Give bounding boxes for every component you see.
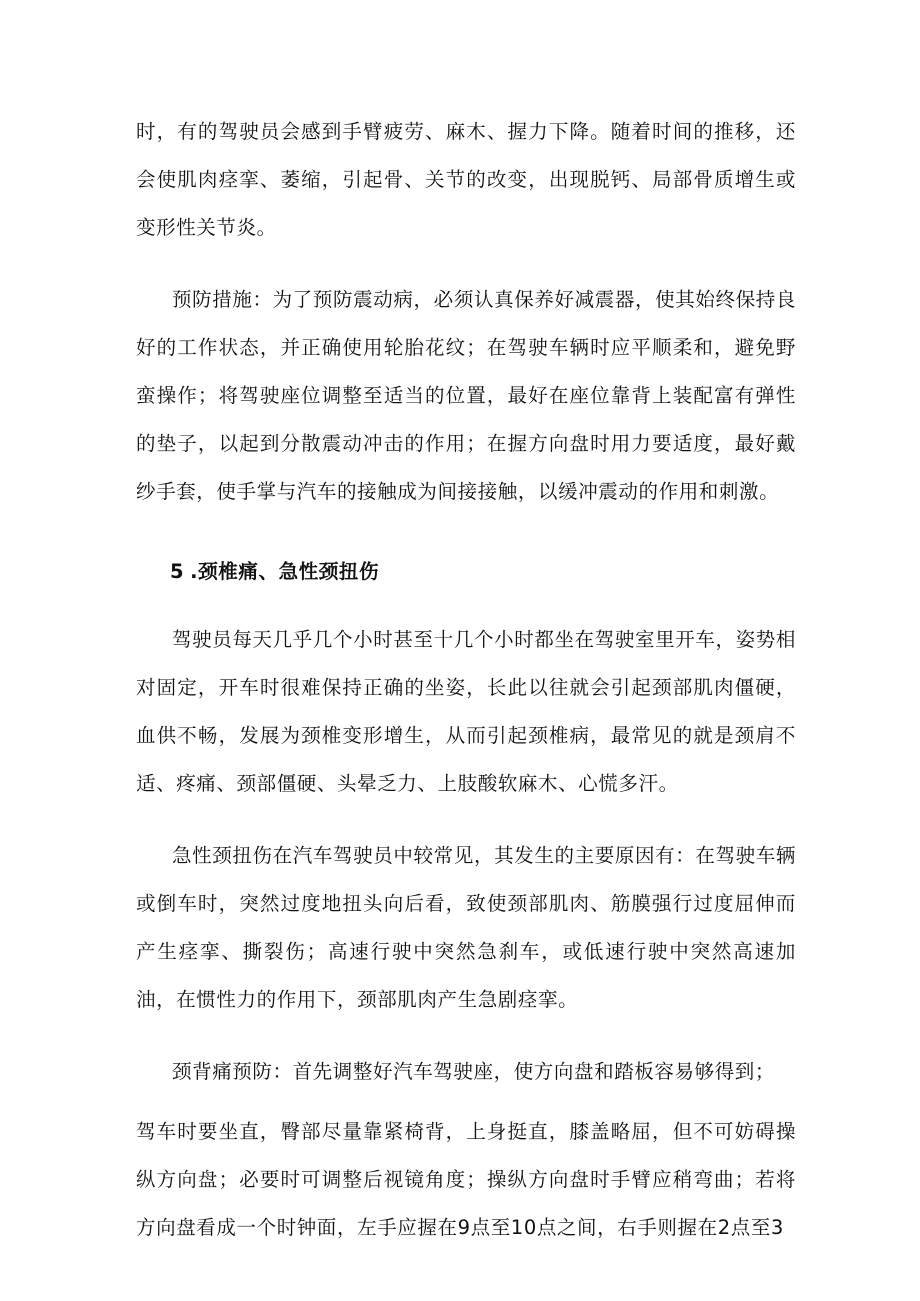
paragraph-driving-posture: 驾车时要坐直，臀部尽量靠紧椅背，上身挺直，膝盖略屈，但不可妨碍操纵方向盘；必要时可调整后视镜角度；操纵方向盘时手臂应稍弯曲；若将方向盘看成一个时钟面，左手应握在9点至10点之间，右手则握在2点至3	[136, 1120, 796, 1239]
paragraph-vibration-prevention: 预防措施：为了预防震动病，必须认真保养好减震器，使其始终保持良好的工作状态，并正确使用轮胎花纹；在驾驶车辆时应平顺柔和，避免野蛮操作；将驾驶座位调整至适当的位置，最好在座位靠背上装配富有弹性的垫子，以起到分散震动冲击的作用；在握方向盘时用力要适度，最好戴纱手套，使手掌与汽车的接触成为间接接触，以缓冲震动的作用和刺激。	[136, 288, 796, 503]
paragraph-acute-neck-sprain: 急性颈扭伤在汽车驾驶员中较常见，其发生的主要原因有：在驾驶车辆或倒车时，突然过度地扭头向后看，致使颈部肌肉、筋膜强行过度屈伸而产生痉挛、撕裂伤；高速行驶中突然急刹车，或低速行驶中突然高速加油，在惯性力的作用下，颈部肌肉产生急剧痉挛。	[136, 844, 796, 1011]
paragraph-neck-back-prevention-intro: 颈背痛预防：首先调整好汽车驾驶座，使方向盘和踏板容易够得到；	[172, 1060, 776, 1083]
section-title: .颈椎痛、急性颈扭伤	[190, 560, 380, 583]
paragraph-cervical-spondylosis: 驾驶员每天几乎几个小时甚至十几个小时都坐在驾驶室里开车，姿势相对固定，开车时很难保持正确的坐姿，长此以往就会引起颈部肌肉僵硬，血供不畅，发展为颈椎变形增生，从而引起颈椎病，最常见的就是颈肩不适、疼痛、颈部僵硬、头晕乏力、上肢酸软麻木、心慌多汗。	[136, 628, 796, 795]
section-number: 5	[170, 560, 185, 583]
paragraph-vibration-symptoms: 时，有的驾驶员会感到手臂疲劳、麻木、握力下降。随着时间的推移，还会使肌肉痉挛、萎缩，引起骨、关节的改变，出现脱钙、局部骨质增生或变形性关节炎。	[136, 120, 796, 239]
section-heading-neck-pain	[170, 554, 379, 590]
